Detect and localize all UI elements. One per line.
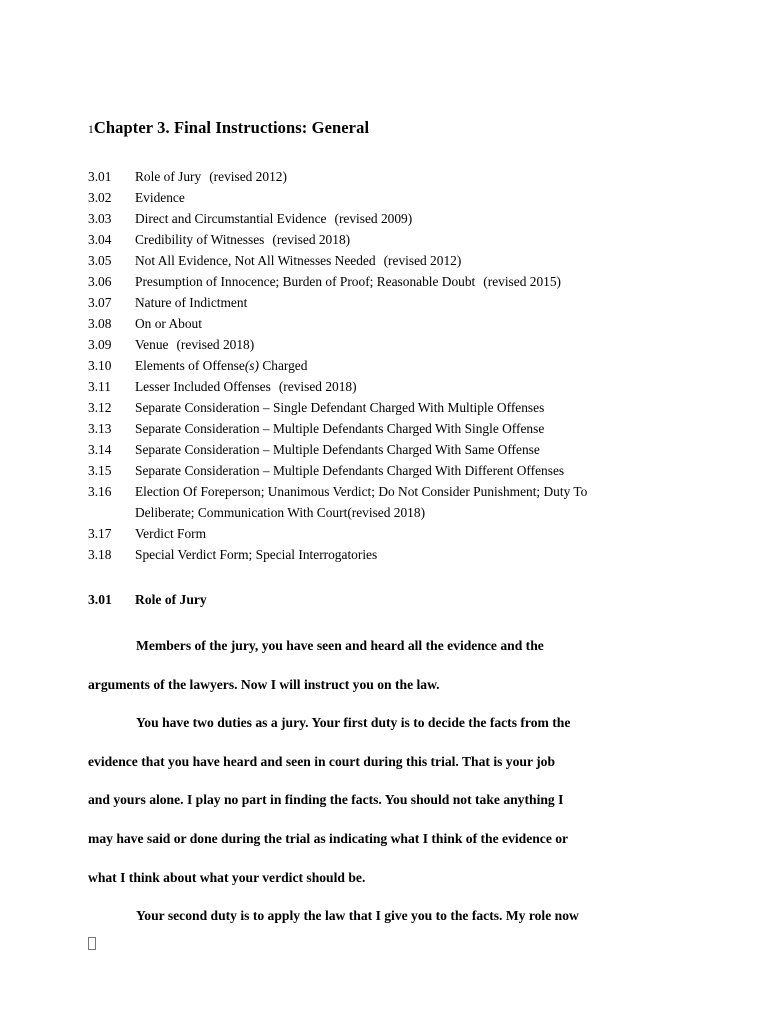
toc-title — [135, 313, 688, 334]
toc-title — [135, 250, 688, 271]
toc-title-text: Verdict Form — [135, 526, 207, 541]
paragraph-line: may have said or done during the trial as indicating what I think of the evidence or — [88, 830, 569, 846]
toc-number: 3.09 — [88, 337, 112, 352]
toc-title — [135, 271, 688, 292]
section-number: 3.01 — [88, 592, 112, 607]
toc-title — [135, 208, 688, 229]
toc-title — [135, 523, 688, 544]
toc-revision: (revised 2018) — [278, 379, 357, 394]
toc-number: 3.06 — [88, 274, 112, 289]
toc-title — [135, 292, 688, 313]
toc-entry-3-01[interactable] — [88, 166, 688, 187]
toc-title-text: Venue — [135, 337, 169, 352]
toc-title-text: Lesser Included Offenses — [135, 379, 271, 394]
paragraph-line: what I think about what your verdict should be. — [88, 869, 366, 885]
paragraph-1 — [88, 627, 680, 704]
toc-revision: (revised 2018) — [347, 505, 426, 520]
toc-title-text: Evidence — [135, 190, 185, 205]
toc-number: 3.17 — [88, 526, 112, 541]
toc-entry-3-15[interactable] — [88, 460, 688, 481]
toc-entry-3-11[interactable] — [88, 376, 688, 397]
toc-title — [135, 187, 688, 208]
toc-title-text: Separate Consideration – Multiple Defendants Charged With Different Offenses — [135, 463, 565, 478]
toc-entry-3-17[interactable] — [88, 523, 688, 544]
toc-title — [135, 229, 688, 250]
toc-entry-3-16-continuation[interactable] — [88, 502, 688, 523]
title-footnote-mark: 1 — [88, 124, 94, 136]
toc-title — [135, 355, 688, 376]
paragraph-line: arguments of the lawyers. Now I will instruct you on the law. — [88, 676, 440, 692]
missing-glyph-icon — [88, 936, 96, 950]
toc-number: 3.03 — [88, 211, 112, 226]
toc-entry-3-14[interactable] — [88, 439, 688, 460]
toc-entry-3-03[interactable] — [88, 208, 688, 229]
toc-revision: (revised 2018) — [272, 232, 351, 247]
toc-title-text: Role of Jury — [135, 169, 202, 184]
toc-title — [135, 376, 688, 397]
toc-entry-3-07[interactable] — [88, 292, 688, 313]
toc-revision: (revised 2012) — [209, 169, 287, 184]
toc-number: 3.10 — [88, 358, 112, 373]
toc-title — [135, 418, 688, 439]
toc-number: 3.11 — [88, 379, 111, 394]
page-title — [88, 118, 688, 140]
paragraph-2 — [88, 704, 680, 897]
toc-number: 3.02 — [88, 190, 112, 205]
toc-number: 3.04 — [88, 232, 112, 247]
toc-title-text: Credibility of Witnesses — [135, 232, 265, 247]
section-title: Role of Jury — [135, 592, 207, 607]
toc-title-text-post: Charged — [258, 358, 308, 373]
toc-entry-3-06[interactable] — [88, 271, 688, 292]
page-content — [88, 118, 688, 936]
toc-title-text: Separate Consideration – Single Defendant Charged With Multiple Offenses — [135, 400, 545, 415]
toc-number: 3.08 — [88, 316, 112, 331]
toc-entry-3-02[interactable] — [88, 187, 688, 208]
toc-revision: (revised 2009) — [334, 211, 413, 226]
toc-title-text: Separate Consideration – Multiple Defendants Charged With Single Offense — [135, 421, 545, 436]
paragraph-line: Members of the jury, you have seen and heard all the evidence and the — [136, 638, 544, 653]
toc-title-text: Elements of Offense — [135, 358, 245, 373]
toc-revision: (revised 2012) — [383, 253, 462, 268]
toc-number: 3.13 — [88, 421, 112, 436]
toc-number: 3.18 — [88, 547, 112, 562]
toc-entry-3-04[interactable] — [88, 229, 688, 250]
toc-number: 3.01 — [88, 169, 112, 184]
paragraph-line: evidence that you have heard and seen in court during this trial. That is your job — [88, 753, 556, 769]
toc-title — [135, 544, 688, 565]
toc-title — [135, 166, 688, 187]
toc-entry-3-05[interactable] — [88, 250, 688, 271]
toc-title — [135, 439, 688, 460]
toc-number: 3.16 — [88, 484, 112, 499]
toc-number: 3.15 — [88, 463, 112, 478]
toc-title-text: Special Verdict Form; Special Interrogatories — [135, 547, 378, 562]
toc-entry-3-13[interactable] — [88, 418, 688, 439]
toc-number: 3.05 — [88, 253, 112, 268]
section-body — [88, 627, 680, 936]
toc-entry-3-18[interactable] — [88, 544, 688, 565]
toc-continuation-text: Deliberate; Communication With Court — [135, 505, 348, 520]
toc-number: 3.12 — [88, 400, 112, 415]
section-heading — [88, 589, 688, 610]
table-of-contents — [88, 166, 688, 565]
paragraph-line: You have two duties as a jury. Your first duty is to decide the facts from the — [136, 715, 571, 731]
toc-title — [135, 460, 688, 481]
toc-title-continuation — [135, 502, 425, 523]
tofu-box-icon — [88, 937, 96, 950]
paragraph-line: Your second duty is to apply the law that I give you to the facts. My role now — [136, 908, 579, 924]
toc-entry-3-09[interactable] — [88, 334, 688, 355]
toc-title: Election Of Foreperson; Unanimous Verdict; Do Not Consider Punishment; Duty To — [135, 484, 588, 499]
toc-entry-3-16[interactable] — [88, 481, 688, 502]
toc-title — [135, 334, 688, 355]
paragraph-line: and yours alone. I play no part in finding the facts. You should not take anything I — [88, 792, 564, 808]
toc-revision: (revised 2015) — [483, 274, 561, 289]
toc-title-text: Separate Consideration – Multiple Defendants Charged With Same Offense — [135, 442, 540, 457]
toc-title-text: Presumption of Innocence; Burden of Proof; Reasonable Doubt — [135, 274, 476, 289]
toc-number: 3.14 — [88, 442, 112, 457]
toc-title-text: On or About — [135, 316, 202, 331]
toc-number: 3.07 — [88, 295, 112, 310]
toc-title-text: Direct and Circumstantial Evidence — [135, 211, 327, 226]
toc-entry-3-10[interactable] — [88, 355, 688, 376]
toc-title-text: Not All Evidence, Not All Witnesses Needed — [135, 253, 376, 268]
toc-title — [135, 397, 688, 418]
toc-revision: (revised 2018) — [176, 337, 255, 352]
toc-entry-3-08[interactable] — [88, 313, 688, 334]
title-text: Chapter 3. Final Instructions: General — [93, 118, 370, 137]
toc-title-italic: (s) — [244, 358, 259, 373]
toc-entry-3-12[interactable] — [88, 397, 688, 418]
toc-title-text: Nature of Indictment — [135, 295, 248, 310]
paragraph-3 — [88, 897, 680, 936]
